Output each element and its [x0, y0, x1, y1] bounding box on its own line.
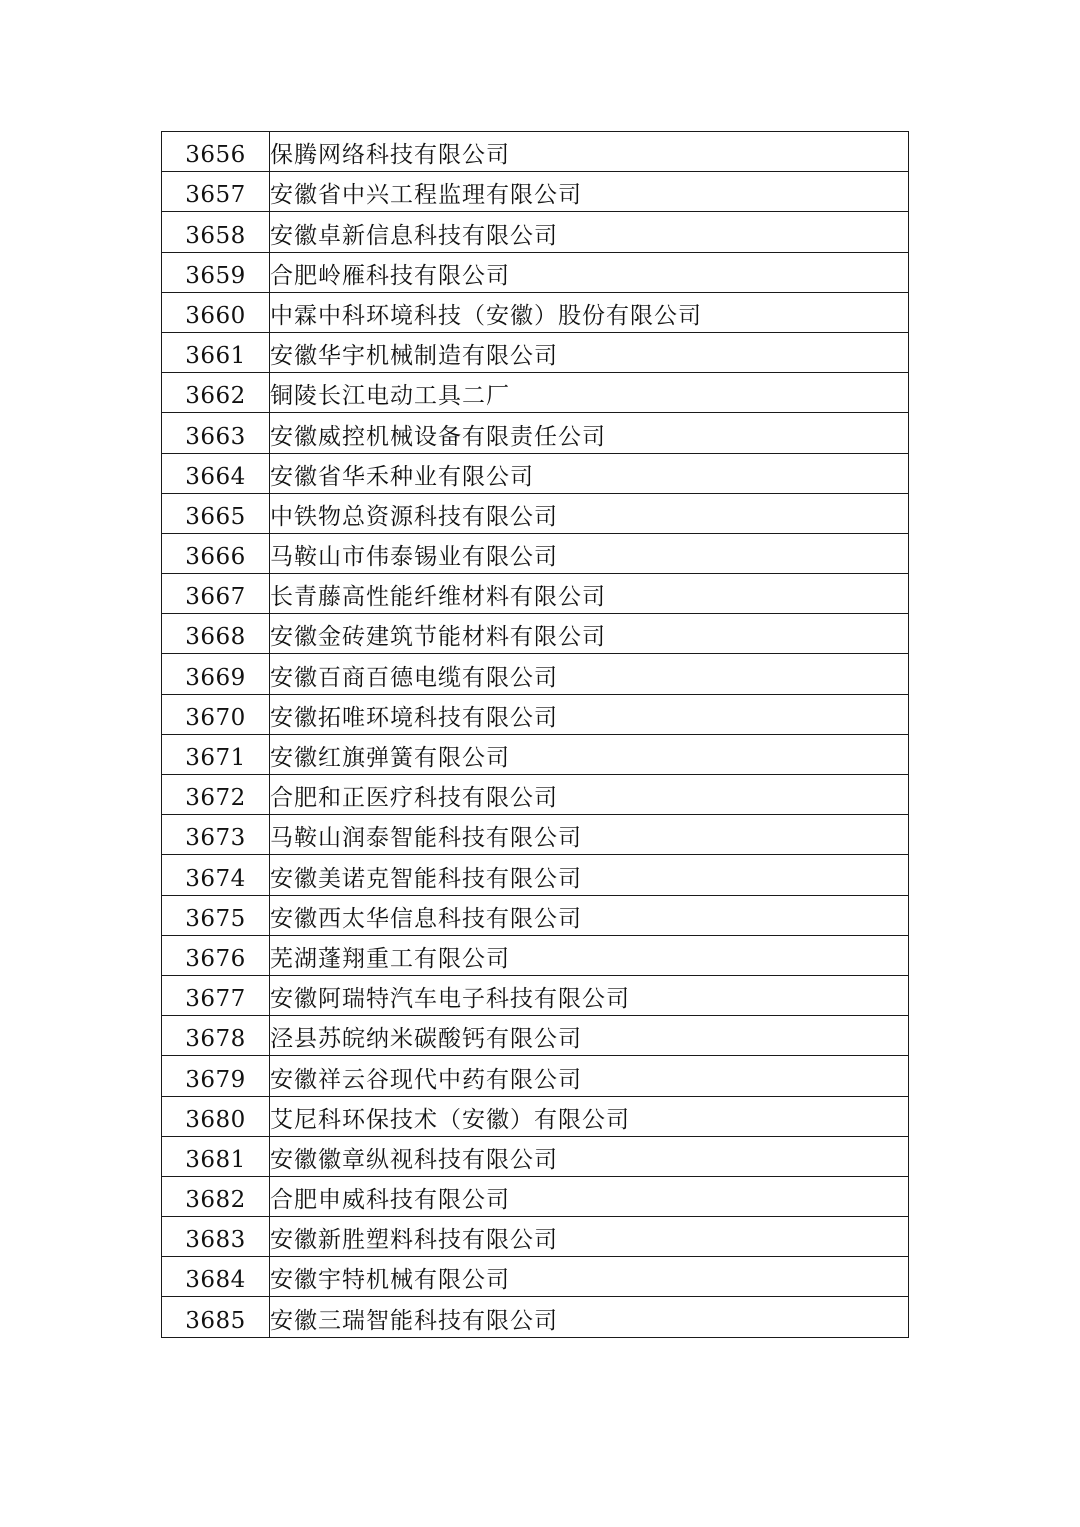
- row-number: 3668: [162, 614, 270, 654]
- company-name: 铜陵长江电动工具二厂: [270, 373, 909, 413]
- row-number: 3658: [162, 212, 270, 252]
- company-name: 安徽宇特机械有限公司: [270, 1257, 909, 1297]
- table-row: [162, 1136, 909, 1176]
- company-name: 中霖中科环境科技（安徽）股份有限公司: [270, 292, 909, 332]
- table-row: [162, 614, 909, 654]
- table-row: [162, 132, 909, 172]
- company-name: 安徽华宇机械制造有限公司: [270, 332, 909, 372]
- company-list-body: [162, 132, 909, 1338]
- table-row: [162, 855, 909, 895]
- table-row: [162, 453, 909, 493]
- row-number: 3682: [162, 1176, 270, 1216]
- company-name: 芜湖蓬翔重工有限公司: [270, 935, 909, 975]
- company-name: 安徽省中兴工程监理有限公司: [270, 172, 909, 212]
- row-number: 3662: [162, 373, 270, 413]
- company-name: 长青藤高性能纤维材料有限公司: [270, 574, 909, 614]
- row-number: 3666: [162, 533, 270, 573]
- company-name: 安徽拓唯环境科技有限公司: [270, 694, 909, 734]
- company-name: 安徽徽章纵视科技有限公司: [270, 1136, 909, 1176]
- company-name: 保腾网络科技有限公司: [270, 132, 909, 172]
- company-name: 安徽威控机械设备有限责任公司: [270, 413, 909, 453]
- row-number: 3659: [162, 252, 270, 292]
- table-row: [162, 172, 909, 212]
- row-number: 3674: [162, 855, 270, 895]
- table-row: [162, 574, 909, 614]
- company-name: 安徽祥云谷现代中药有限公司: [270, 1056, 909, 1096]
- company-name: 中铁物总资源科技有限公司: [270, 493, 909, 533]
- table-row: [162, 1016, 909, 1056]
- table-row: [162, 373, 909, 413]
- row-number: 3660: [162, 292, 270, 332]
- table-row: [162, 775, 909, 815]
- table-row: [162, 1056, 909, 1096]
- row-number: 3664: [162, 453, 270, 493]
- company-name: 安徽卓新信息科技有限公司: [270, 212, 909, 252]
- row-number: 3669: [162, 654, 270, 694]
- table-row: [162, 895, 909, 935]
- table-row: [162, 935, 909, 975]
- row-number: 3673: [162, 815, 270, 855]
- table-row: [162, 252, 909, 292]
- table-row: [162, 975, 909, 1015]
- row-number: 3667: [162, 574, 270, 614]
- row-number: 3680: [162, 1096, 270, 1136]
- table-row: [162, 533, 909, 573]
- row-number: 3665: [162, 493, 270, 533]
- row-number: 3678: [162, 1016, 270, 1056]
- company-name: 合肥和正医疗科技有限公司: [270, 775, 909, 815]
- row-number: 3683: [162, 1217, 270, 1257]
- company-name: 安徽美诺克智能科技有限公司: [270, 855, 909, 895]
- company-name: 艾尼科环保技术（安徽）有限公司: [270, 1096, 909, 1136]
- company-name: 安徽金砖建筑节能材料有限公司: [270, 614, 909, 654]
- company-name: 安徽阿瑞特汽车电子科技有限公司: [270, 975, 909, 1015]
- row-number: 3675: [162, 895, 270, 935]
- company-name: 合肥申威科技有限公司: [270, 1176, 909, 1216]
- company-name: 安徽三瑞智能科技有限公司: [270, 1297, 909, 1337]
- company-name: 安徽百商百德电缆有限公司: [270, 654, 909, 694]
- row-number: 3671: [162, 734, 270, 774]
- row-number: 3663: [162, 413, 270, 453]
- company-name: 安徽省华禾种业有限公司: [270, 453, 909, 493]
- company-name: 安徽红旗弹簧有限公司: [270, 734, 909, 774]
- table-row: [162, 1217, 909, 1257]
- row-number: 3677: [162, 975, 270, 1015]
- row-number: 3657: [162, 172, 270, 212]
- row-number: 3679: [162, 1056, 270, 1096]
- table-row: [162, 654, 909, 694]
- row-number: 3685: [162, 1297, 270, 1337]
- row-number: 3684: [162, 1257, 270, 1297]
- table-row: [162, 1096, 909, 1136]
- row-number: 3672: [162, 775, 270, 815]
- table-row: [162, 413, 909, 453]
- company-name: 安徽西太华信息科技有限公司: [270, 895, 909, 935]
- table-row: [162, 493, 909, 533]
- company-list-table: [161, 131, 909, 1338]
- table-row: [162, 694, 909, 734]
- table-row: [162, 332, 909, 372]
- table-row: [162, 1297, 909, 1337]
- table-row: [162, 1257, 909, 1297]
- table-row: [162, 815, 909, 855]
- company-name: 安徽新胜塑料科技有限公司: [270, 1217, 909, 1257]
- company-name: 马鞍山市伟泰锡业有限公司: [270, 533, 909, 573]
- row-number: 3661: [162, 332, 270, 372]
- table-row: [162, 292, 909, 332]
- company-name: 泾县苏皖纳米碳酸钙有限公司: [270, 1016, 909, 1056]
- company-name: 马鞍山润泰智能科技有限公司: [270, 815, 909, 855]
- row-number: 3656: [162, 132, 270, 172]
- row-number: 3676: [162, 935, 270, 975]
- company-name: 合肥岭雁科技有限公司: [270, 252, 909, 292]
- table-row: [162, 734, 909, 774]
- table-row: [162, 1176, 909, 1216]
- row-number: 3681: [162, 1136, 270, 1176]
- table-row: [162, 212, 909, 252]
- row-number: 3670: [162, 694, 270, 734]
